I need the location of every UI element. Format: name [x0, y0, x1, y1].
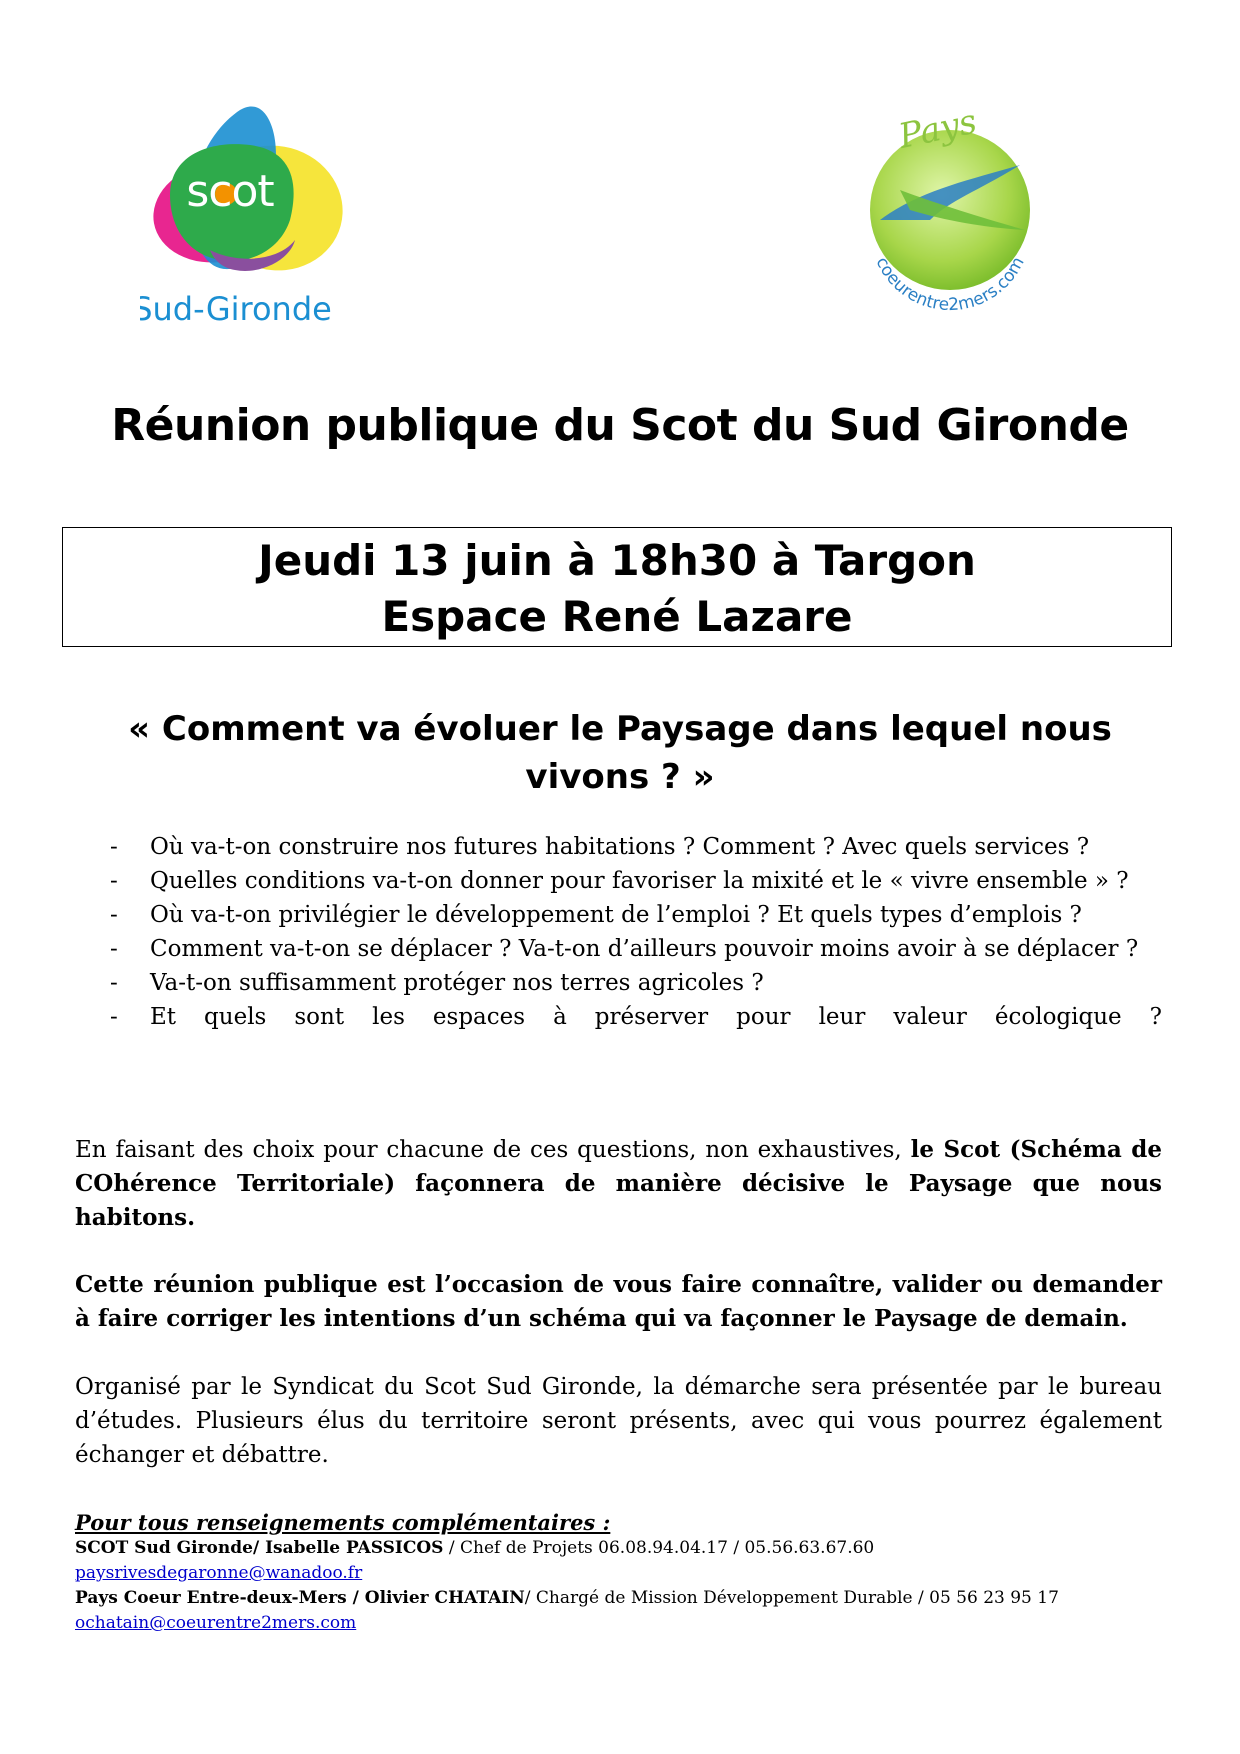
scot-caption: Sud-Gironde [140, 290, 332, 328]
organization-paragraph: Organisé par le Syndicat du Scot Sud Gironde, la démarche sera présentée par le bureau d’études. Plusieurs élus du territoire seront présents, avec qui vous pourrez également échanger et débattre. [75, 1374, 1162, 1468]
contact-section [75, 1510, 1175, 1636]
contact-pays-email-link[interactable]: ochatain@coeurentre2mers.com [75, 1613, 357, 1633]
paragraph-bold-text: le Scot (Schéma de COhérence Territoriale) façonnera de manière décisive le Paysage que nous habitons. [75, 1136, 1162, 1231]
contact-scot [75, 1536, 1175, 1561]
meeting-purpose-paragraph: Cette réunion publique est l’occasion de vous faire connaître, valider ou demander à faire corriger les intentions d’un schéma qui va façonner le Paysage de demain. [75, 1271, 1162, 1332]
contact-scot-detail: / Chef de Projets 06.08.94.04.17 / 05.56.63.67.60 [443, 1538, 875, 1558]
contact-pays [75, 1586, 1175, 1611]
page-title: Réunion publique du Scot du Sud Gironde [111, 400, 1129, 451]
list-item: - Où va-t-on construire nos futures habitations ? Comment ? Avec quels services ? [110, 830, 1162, 864]
key-question: « Comment va évoluer le Paysage dans lequel nous vivons ? » [128, 709, 1112, 797]
questions-list [110, 830, 1162, 1034]
contact-heading: Pour tous renseignements complémentaires : [75, 1510, 611, 1535]
list-item: - Où va-t-on privilégier le développement de l’emploi ? Et quels types d’emplois ? [110, 898, 1162, 932]
list-item: - Et quels sont les espaces à préserver pour leur valeur écologique ? [110, 1000, 1162, 1034]
event-venue: Espace René Lazare [381, 592, 853, 641]
scot-logo-graphic [140, 100, 370, 340]
list-item: - Quelles conditions va-t-on donner pour favoriser la mixité et le « vivre ensemble » ? [110, 864, 1162, 898]
contact-pays-org: Pays Coeur Entre-deux-Mers / Olivier CHATAIN [75, 1588, 525, 1608]
scot-wordmark: scot [186, 166, 274, 217]
list-item: - Comment va-t-on se déplacer ? Va-t-on d’ailleurs pouvoir moins avoir à se déplacer ? [110, 932, 1162, 966]
list-item: - Va-t-on suffisamment protéger nos terres agricoles ? [110, 966, 1162, 1000]
pays-logo-graphic [840, 110, 1060, 330]
scot-explanation-paragraph [75, 1133, 1162, 1235]
paragraph-text: En faisant des choix pour chacune de ces questions, non exhaustives, [75, 1137, 911, 1163]
contact-scot-org: SCOT Sud Gironde/ Isabelle PASSICOS [75, 1538, 444, 1558]
event-box [62, 527, 1172, 647]
scot-sud-gironde-logo [140, 100, 370, 340]
pays-coeur-entre-deux-mers-logo [840, 110, 1060, 330]
contact-pays-detail: / Chargé de Mission Développement Durable / 05 56 23 95 17 [524, 1588, 1059, 1608]
pays-ring-text: coeurentre2mers.com [871, 253, 1029, 316]
event-date-place: Jeudi 13 juin à 18h30 à Targon [258, 536, 976, 585]
contact-scot-email-link[interactable]: paysrivesdegaronne@wanadoo.fr [75, 1563, 363, 1583]
pays-top-text: Pays [895, 110, 981, 157]
